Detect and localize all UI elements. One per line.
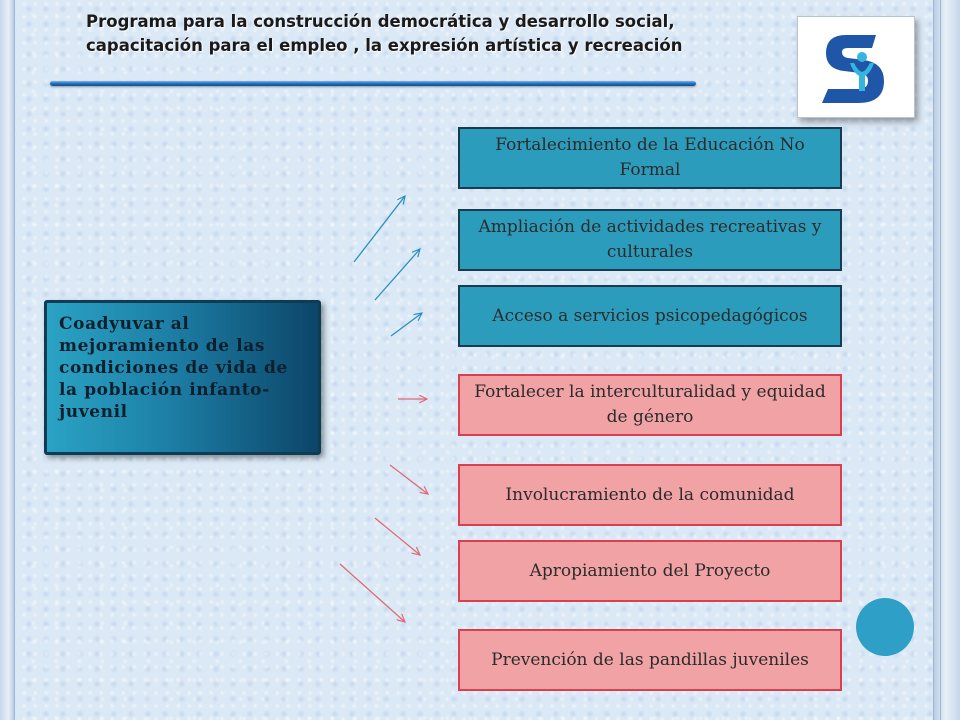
arrow-1 <box>354 196 405 262</box>
objective-box-2: Ampliación de actividades recreativas y culturales <box>458 209 842 271</box>
arrow-3 <box>391 313 422 336</box>
objective-box-7: Prevención de las pandillas juveniles <box>458 629 842 691</box>
objective-box-6: Apropiamiento del Proyecto <box>458 540 842 602</box>
title-line-1: Programa para la construcción democrática y desarrollo social, <box>86 12 675 31</box>
arrow-5 <box>390 465 428 494</box>
arrow-2 <box>375 249 420 300</box>
arrow-6 <box>375 518 420 555</box>
objective-box-5: Involucramiento de la comunidad <box>458 464 842 526</box>
objective-box-3: Acceso a servicios psicopedagógicos <box>458 285 842 347</box>
objective-box-4: Fortalecer la interculturalidad y equidad de género <box>458 374 842 436</box>
main-objective-box: Coadyuvar al mejoramiento de las condiciones de vida de la población infanto-juvenil <box>44 300 321 455</box>
decorative-circle <box>856 598 914 656</box>
title-line-2: capacitación para el empleo , la expresión artística y recreación <box>86 36 683 55</box>
objective-box-1: Fortalecimiento de la Educación No Formal <box>458 127 842 189</box>
arrow-7 <box>340 564 405 622</box>
